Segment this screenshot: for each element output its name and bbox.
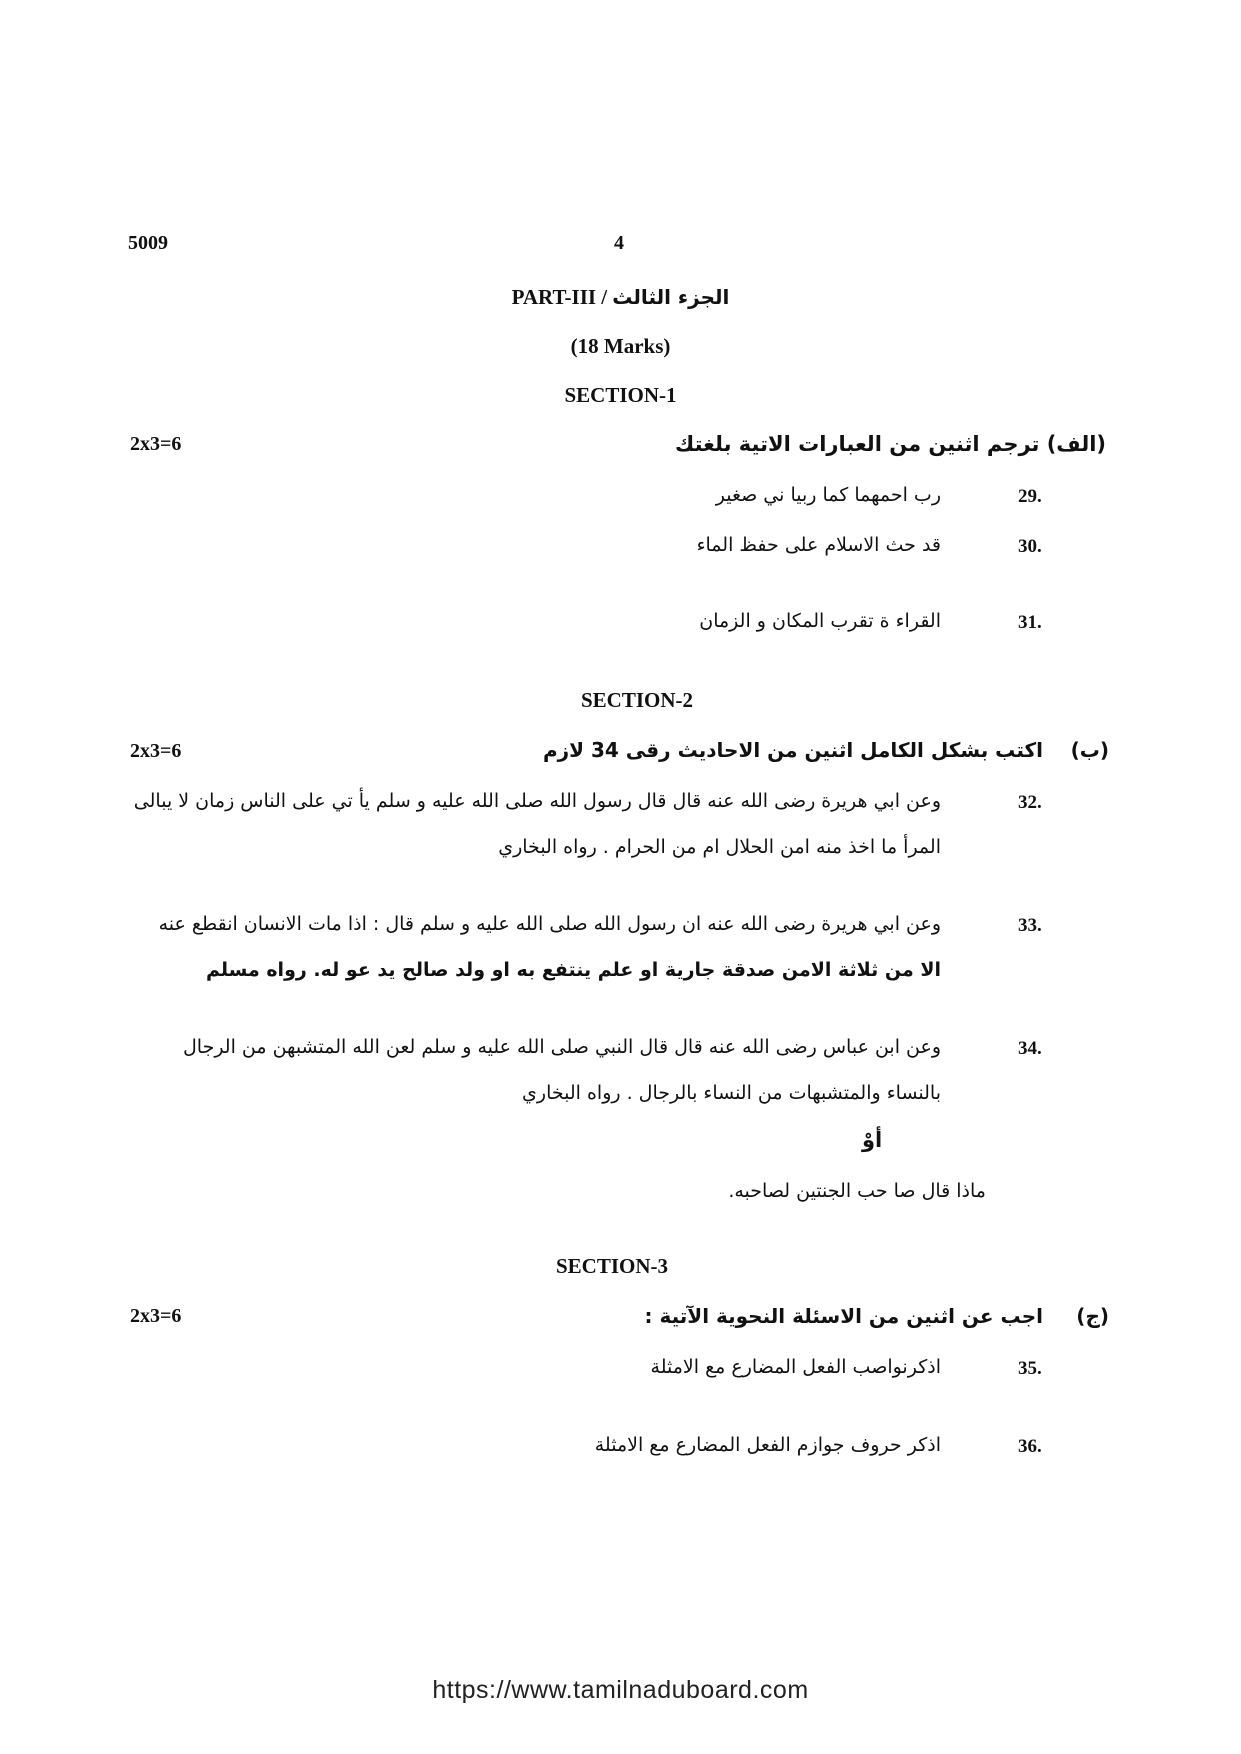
hadith-line: بالنساء والمتشبهات من النساء بالرجال . رواه البخاري <box>522 1082 941 1104</box>
section2-instruction: اكتب بشكل الكامل اثنين من الاحاديث رقى 34 لازم <box>542 738 1043 762</box>
section2-label: (ب) <box>1070 738 1109 762</box>
question-number: 32. <box>1018 792 1042 813</box>
question-number: 35. <box>1018 1358 1042 1379</box>
footer-url[interactable]: https://www.tamilnaduboard.com <box>432 1676 809 1704</box>
question-number: 29. <box>1018 486 1042 507</box>
section1-title: SECTION-1 <box>564 383 677 407</box>
section1-instruction: (الف) ترجم اثنين من العبارات الاتية بلغتك <box>675 432 1106 456</box>
part-title-ar: الجزء الثالث <box>612 285 730 309</box>
hadith-line: وعن ابي هريرة رضى الله عنه قال قال رسول الله صلى الله عليه و سلم يأ تي على الناس زمان لا يبالى <box>133 790 941 812</box>
hadith-line: وعن ابي هريرة رضى الله عنه ان رسول الله صلى الله عليه و سلم قال : اذا مات الانسان انقطع عنه <box>158 913 941 935</box>
question-text: اذكرنواصب الفعل المضارع مع الامثلة <box>650 1356 941 1378</box>
question-number: 31. <box>1018 612 1042 633</box>
hadith-line: وعن ابن عباس رضى الله عنه قال قال النبي صلى الله عليه و سلم لعن الله المتشبهن من الرجال <box>182 1036 941 1058</box>
page-number: 4 <box>614 232 624 254</box>
question-number: 33. <box>1018 915 1042 936</box>
question-text: اذكر حروف جوازم الفعل المضارع مع الامثلة <box>594 1434 941 1456</box>
question-number: 36. <box>1018 1436 1042 1457</box>
section2-title: SECTION-2 <box>581 688 694 712</box>
question-number: 34. <box>1018 1038 1042 1059</box>
question-text: رب احمهما كما ربيا ني صغير <box>715 484 941 506</box>
part-title-en: PART-III / <box>511 285 608 309</box>
or-word: أوْ <box>862 1128 883 1152</box>
question-number: 30. <box>1018 536 1042 557</box>
section2-marks: 2x3=6 <box>130 740 182 762</box>
section3-instruction: اجب عن اثنين من الاسئلة النحوية الآتية : <box>644 1304 1043 1328</box>
question-text: قد حث الاسلام على حفظ الماء <box>696 534 941 556</box>
part-title <box>0 285 1241 310</box>
question-text: القراء ة تقرب المكان و الزمان <box>699 610 941 632</box>
section3-title: SECTION-3 <box>556 1254 669 1278</box>
hadith-line: المرأ ما اخذ منه امن الحلال ام من الحرام . رواه البخاري <box>498 836 941 858</box>
section1-marks: 2x3=6 <box>130 433 182 455</box>
section3-marks: 2x3=6 <box>130 1305 182 1327</box>
paper-code: 5009 <box>128 232 168 254</box>
hadith-line: الا من ثلاثة الامن صدقة جارية او علم ينتفع به او ولد صالح يد عو له. رواه مسلم <box>205 959 941 981</box>
part-marks: (18 Marks) <box>570 334 671 358</box>
alternative-question: ماذا قال صا حب الجنتين لصاحبه. <box>728 1180 986 1202</box>
section3-label: (ج) <box>1076 1304 1109 1328</box>
